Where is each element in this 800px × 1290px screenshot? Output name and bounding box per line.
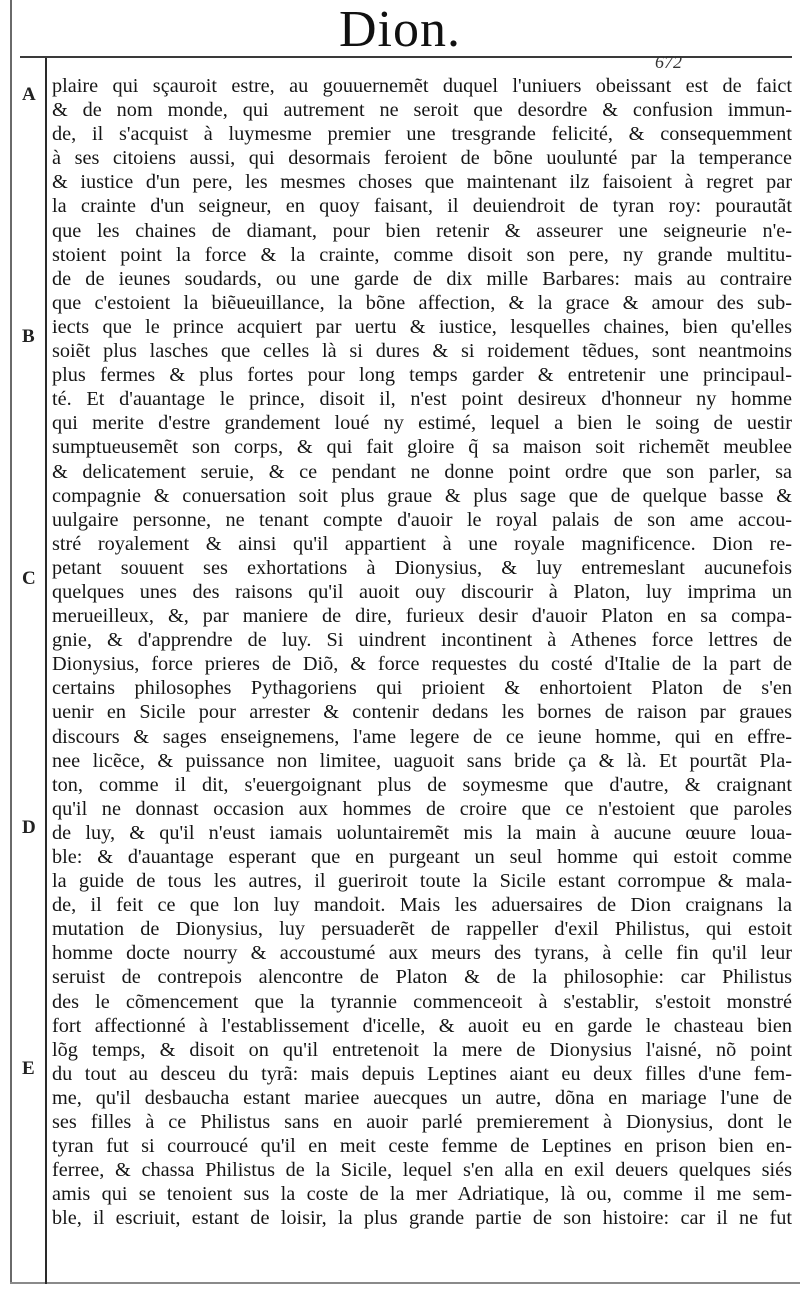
text-line: plus fermes & plus fortes pour long temps garder & entretenir une principaul- xyxy=(52,364,792,387)
text-line: à ses citoiens aussi, qui desormais feroient de bõne uoulunté par la temperance xyxy=(52,147,792,170)
text-line: la guide de tous les autres, il gueriroit toute la Sicile estant corrompue & mala- xyxy=(52,870,792,893)
text-line: quelques unes des raisons qu'il auoit ouy discourir à Platon, luy imprima un xyxy=(52,580,792,603)
text-line: qui merite d'estre grandement loué ny estimé, lequel a bien le soing de uestir xyxy=(52,412,792,435)
text-line: ble, il escriuit, estant de loisir, la plus grande partie de son histoire: car il ne fut xyxy=(52,1207,792,1230)
text-line: de, il feit ce que lon luy mandoit. Mais les aduersaires de Dion craignans la xyxy=(52,894,792,917)
text-line: de de ieunes soudards, ou une garde de dix mille Barbares: mais au contraire xyxy=(52,267,792,290)
text-line: iects que le prince acquiert par uertu & iustice, lesquelles chaines, bien qu'elles xyxy=(52,315,792,338)
margin-letter-d: D xyxy=(22,817,36,838)
text-line: me, qu'il desbaucha estant mariee auecques un autre, dõna en mariage l'une de xyxy=(52,1086,792,1109)
text-line: homme docte nourry & accoustumé aux meurs des tyrans, à celle fin qu'il leur xyxy=(52,942,792,965)
text-line: plaire qui sçauroit estre, au gouuernemẽt duquel l'uniuers obeissant est de faict xyxy=(52,75,792,97)
text-line: sumptueusemẽt son corps, & qui fait gloire q̃ sa maison soit richemẽt meublee xyxy=(52,436,792,459)
text-line: ble: & d'auantage esperant que en purgeant un seul homme qui estoit comme xyxy=(52,846,792,868)
body-text xyxy=(52,74,792,1231)
text-line: de luy, & qu'il n'eust iamais uoluntairemẽt mis la main à aucune œuure loua- xyxy=(52,821,792,844)
text-line: petant souuent ses exhortations à Dionysius, & luy entremeslant aucunefois xyxy=(52,556,792,579)
text-line: merueilleux, &, par maniere de dire, furieux desir d'auoir Platon en sa compa- xyxy=(52,605,792,628)
gutter-rule xyxy=(45,58,47,1284)
text-line: té. Et d'auantage le prince, disoit il, n'est point desireux d'honneur ny homme xyxy=(52,388,792,411)
text-line: uenir en Sicile pour arrester & contenir dedans les bornes de raison par graues xyxy=(52,701,792,724)
text-line: mutation de Dionysius, luy persuaderẽt de rappeller d'exil Philistus, qui estoit xyxy=(52,918,792,941)
text-line: uulgaire personne, ne tenant compte d'auoir le royal palais de son ame accou- xyxy=(52,508,792,531)
text-line: que c'estoient la biẽueuillance, la bõne affection, & la grace & amour des sub- xyxy=(52,291,792,314)
text-line: amis qui se tenoient sus la coste de la mer Adriatique, là ou, comme il me sem- xyxy=(52,1183,792,1206)
text-line: que les chaines de diamant, pour bien retenir & asseurer une seigneurie n'e- xyxy=(52,219,792,242)
text-line: stoient point la force & la crainte, comme disoit son pere, ny grande multitu- xyxy=(52,243,792,266)
text-line: la crainte d'un seigneur, en quoy faisant, il deuiendroit de tyran roy: pourautãt xyxy=(52,195,792,218)
text-line: tyran fut si courroucé qu'il en meit ceste femme de Leptines en prison bien en- xyxy=(52,1135,792,1158)
margin-letter-b: B xyxy=(22,326,35,347)
text-line: du tout au desceu du tyrã: mais depuis Leptines aiant eu deux filles d'une fem- xyxy=(52,1062,792,1085)
text-line: ses filles à ce Philistus sans en auoir parlé premierement à Dionysius, dont le xyxy=(52,1111,792,1134)
text-line: & de nom monde, qui autrement ne seroit que desordre & confusion immun- xyxy=(52,99,792,122)
margin-letter-e: E xyxy=(22,1058,35,1079)
text-line: ferree, & chassa Philistus de la Sicile, lequel s'en alla en exil deuers quelques siés xyxy=(52,1159,792,1182)
text-line: & iustice d'un pere, les mesmes choses que maintenant ilz faisoient à regret par xyxy=(52,171,792,194)
running-title: Dion. xyxy=(339,1,461,58)
page-edge-bottom xyxy=(10,1282,800,1284)
text-line: lõg temps, & disoit on qu'il entretenoit la mere de Dionysius l'aisné, nõ point xyxy=(52,1038,792,1061)
page-number: 672 xyxy=(655,52,682,72)
text-line: seruist de contrepois alencontre de Platon & de la philosophie: car Philistus xyxy=(52,966,792,989)
text-line: stré royalement & ainsi qu'il appartient à une royale magnificence. Dion re- xyxy=(52,532,792,555)
text-line: soiẽt plus lasches que celles là si dures & si roidement tẽdues, sont neantmoins xyxy=(52,340,792,363)
text-line: Dionysius, force prieres de Diõ, & force requestes du costé d'Italie de la part de xyxy=(52,653,792,676)
text-line: qu'il ne donnast occasion aux hommes de croire que ce n'estoient que paroles xyxy=(52,797,792,820)
page-edge-left xyxy=(10,0,12,1284)
text-line: certains philosophes Pythagoriens qui prioient & enhortoient Platon de s'en xyxy=(52,677,792,700)
text-line: ton, comme il dit, s'euergoignant plus de soymesme que d'autre, & craignant xyxy=(52,773,792,796)
text-line: nee licẽce, & puissance non limitee, uaguoit sans bride ça & là. Et pourtãt Pla- xyxy=(52,749,792,772)
text-line: gnie, & d'apprendre de luy. Si uindrent incontinent à Athenes force lettres de xyxy=(52,629,792,652)
text-line: fort affectionné à l'establissement d'icelle, & auoit eu en garde le chasteau bien xyxy=(52,1014,792,1037)
text-line: des le cõmencement que la tyrannie commenceoit à s'establir, s'estoit monstré xyxy=(52,990,792,1013)
text-line: de, il s'acquist à luymesme premier une tresgrande felicité, & consequemment xyxy=(52,123,792,146)
margin-letter-c: C xyxy=(22,568,36,589)
text-line: discours & sages enseignemens, l'ame legere de ce ieune homme, qui en effre- xyxy=(52,725,792,748)
margin-letter-a: A xyxy=(22,84,36,105)
text-line: compagnie & conuersation soit plus graue & plus sage que de quelque basse & xyxy=(52,484,792,507)
text-line: & delicatement seruie, & ce pendant ne donne point ordre que son parler, sa xyxy=(52,460,792,483)
